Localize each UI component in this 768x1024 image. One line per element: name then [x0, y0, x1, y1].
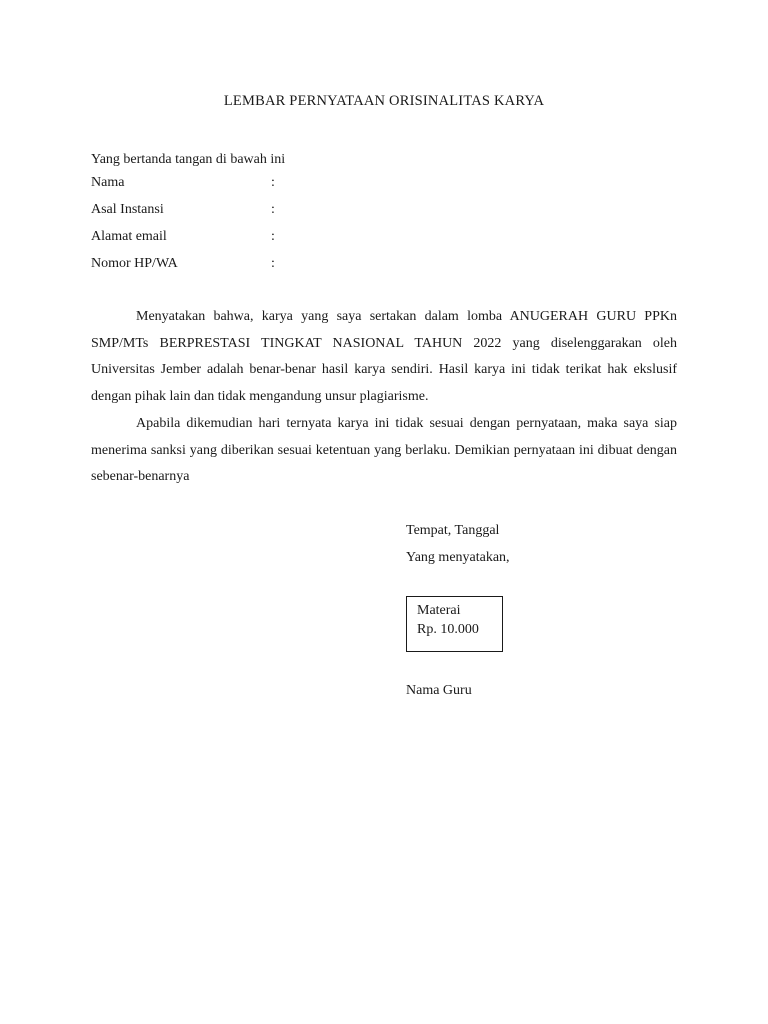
field-label: Nama [91, 175, 125, 190]
stamp-value: Rp. 10.000 [417, 622, 479, 637]
field-colon: : [271, 229, 275, 244]
statement-paragraph: Apabila dikemudian hari ternyata karya ini tidak sesuai dengan pernyataan, maka saya siap menerima sanksi yang diberikan sesuai ketentuan yang berlaku. Demikian pernyataan ini dibuat dengan sebenar-benarnya [91, 415, 677, 485]
field-label: Asal Instansi [91, 202, 164, 217]
statement-body [91, 304, 677, 491]
field-colon: : [271, 202, 275, 217]
intro-text: Yang bertanda tangan di bawah ini [91, 152, 286, 167]
place-date: Tempat, Tanggal [406, 523, 500, 538]
stamp-label: Materai [417, 603, 461, 618]
stamp-duty-box [406, 596, 503, 652]
statement-paragraph: Menyatakan bahwa, karya yang saya sertakan dalam lomba ANUGERAH GURU PPKn SMP/MTs BERPRESTASI TINGKAT NASIONAL TAHUN 2022 yang diselenggarakan oleh Universitas Jember adalah benar-benar hasil karya sendiri. Hasil karya ini tidak terikat hak ekslusif dengan pihak lain dan tidak mengandung unsur plagiarisme. [91, 309, 677, 405]
declarant-label: Yang menyatakan, [406, 550, 510, 565]
field-colon: : [271, 256, 275, 271]
field-label: Nomor HP/WA [91, 256, 178, 271]
field-label: Alamat email [91, 229, 167, 244]
field-colon: : [271, 175, 275, 190]
document-title: LEMBAR PERNYATAAN ORISINALITAS KARYA [223, 93, 545, 109]
teacher-name: Nama Guru [406, 683, 472, 698]
